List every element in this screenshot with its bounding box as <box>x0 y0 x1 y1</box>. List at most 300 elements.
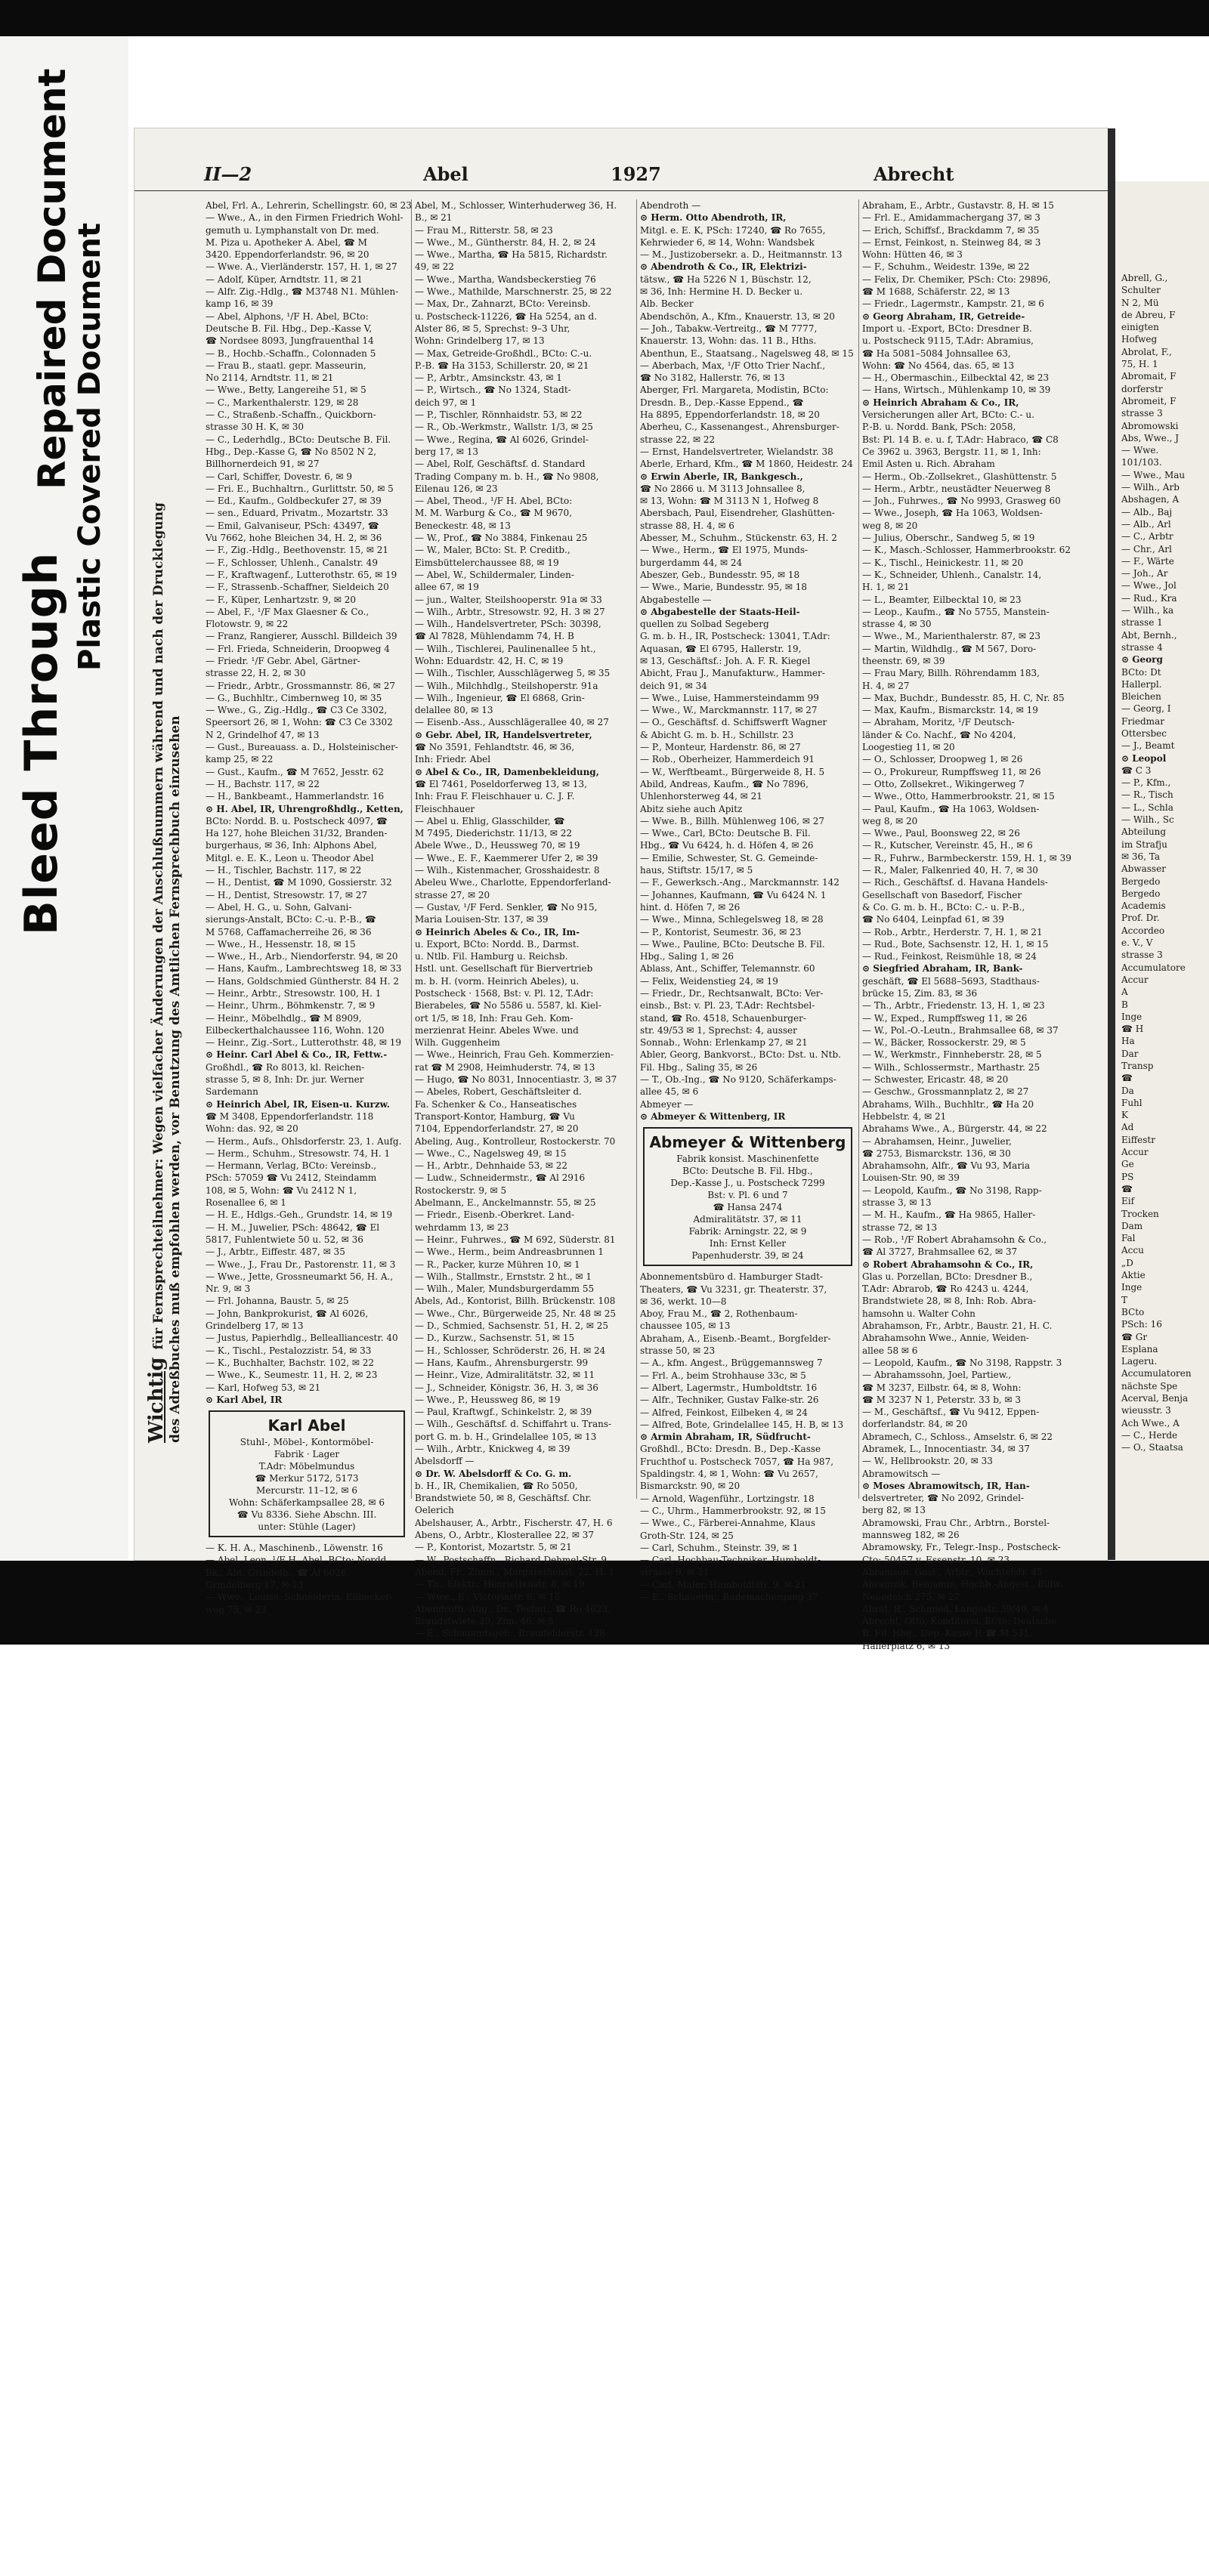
directory-entry-line: — R., Ob.-Werkmstr., Wallstr. 1/3, ✉ 25 <box>415 422 593 433</box>
adjacent-page-line: Inge <box>1121 1282 1143 1293</box>
directory-entry-line: — Paul, Kaufm., ☎ Ha 1063, Woldsen- <box>862 803 1040 814</box>
directory-entry-line: — Paul, Kraftwgf., Schinkelstr. 2, ✉ 39 <box>415 1407 592 1418</box>
ad-line: Mercurstr. 11–12, ✉ 6 <box>255 1485 357 1496</box>
directory-entry-line: — M., Geschäftsf., ☎ Vu 9412, Eppen- <box>862 1407 1040 1418</box>
directory-entry-line: ⊙ Heinr. Carl Abel & Co., IR, Fettw.- <box>206 1049 388 1061</box>
directory-entry-line: Bierabeles, ☎ No 5586 u. 5587, kl. Kiel- <box>415 1000 601 1012</box>
directory-entry-line: ☎ El 7461, Poseldorferweg 13, ✉ 13, <box>415 778 587 789</box>
directory-entry-line: Bismarckstr. 90, ✉ 20 <box>640 1481 741 1492</box>
directory-entry-line: — C., Uhrm., Hammerbrookstr. 92, ✉ 15 <box>640 1505 826 1516</box>
adjacent-page-line: Bergedo <box>1121 888 1161 899</box>
directory-entry-line: — C., Lederhdlg., BCto: Deutsche B. Fil. <box>206 434 391 445</box>
adjacent-page-line: Acerval, Benja <box>1121 1393 1189 1404</box>
adjacent-page-line: — Wilh., Arb <box>1121 482 1180 493</box>
directory-entry-line: Abelshauser, A., Arbtr., Fischerstr. 47, H. 6 <box>415 1517 613 1528</box>
directory-entry-line: delallee 80, ✉ 13 <box>415 705 493 716</box>
directory-entry-line: Fruchthof u. Postscheck 7057, ☎ Ha 987, <box>640 1456 834 1467</box>
directory-entry-line: — Frau Mary, Billh. Röhrendamm 183, <box>862 668 1040 679</box>
directory-entry-line: Sonnab., Wohn: Erlenkamp 27, ✉ 21 <box>640 1037 808 1049</box>
directory-entry-line: ✉ 36, werkt. 10—8 <box>640 1296 727 1307</box>
directory-entry-line: u. Postscheck 9115, T.Adr: Abramius, <box>862 335 1034 347</box>
directory-entry-line: BCto: Nordd. B. u. Postscheck 4097, ☎ <box>206 815 388 826</box>
adjacent-page-line: ⊙ Leopol <box>1121 752 1167 764</box>
directory-entry-line: G. m. b. H., IR, Postscheck: 13041, T.Adr: <box>640 631 830 642</box>
notice-heading: Wichtig <box>145 1357 168 1443</box>
directory-entry-line: — Alfred, Bote, Grindelallee 145, H. B, ✉ 13 <box>640 1419 844 1430</box>
directory-entry-line: Abramech, C., Schloss., Amselstr. 6, ✉ 22 <box>862 1431 1053 1442</box>
directory-entry-line: — Friedr., Dr., Rechtsanwalt, BCto: Ver- <box>640 988 824 999</box>
directory-entry-line: Abrahams, Wilh., Buchhltr., ☎ Ha 20 <box>862 1098 1034 1110</box>
adjacent-page-line: PS <box>1121 1171 1134 1182</box>
directory-entry-line: — Wwe., Marie, Bundesstr. 95, ✉ 18 <box>640 582 807 593</box>
directory-entry-line: — Wwe., Paul, Boonsweg 22, ✉ 26 <box>862 828 1020 839</box>
directory-entry-line: mannsweg 182, ✉ 26 <box>862 1530 960 1541</box>
directory-entry-line: Grindelberg 17, ✉ 13 <box>206 1579 304 1590</box>
directory-entry-line: — Carl, Schuhm., Steinstr. 39, ✉ 1 <box>640 1542 799 1553</box>
directory-entry-line: Wohn: ☎ No 4564, das. 65, ✉ 13 <box>862 360 1015 371</box>
directory-entry-line: — B., Hochb.-Schaffn., Colonnaden 5 <box>206 347 376 359</box>
directory-entry-line: & Co. G. m. b. H., BCto: C.- u. P.-B., <box>862 901 1025 913</box>
directory-entry-line: — Aberbach, Max, ¹/F Otto Trier Nachf., <box>640 360 826 371</box>
directory-entry-line: Flotowstr. 9, ✉ 22 <box>206 619 289 630</box>
directory-entry-line: strasse 5, ✉ 8, Inh: Dr. jur. Werner <box>206 1074 364 1086</box>
directory-entry-line: — P., Monteur, Hardenstr. 86, ✉ 27 <box>640 742 801 753</box>
column-2 <box>411 199 633 1639</box>
directory-entry-line: — Frl. A., beim Strohhause 33c, ✉ 5 <box>640 1370 806 1381</box>
directory-entry-line: Hallerplatz 6, ✉ 13 <box>862 1640 951 1651</box>
entry-list <box>640 199 855 1123</box>
directory-entry-line: Abonnementsbüro d. Hamburger Stadt- <box>640 1271 824 1283</box>
directory-entry-line: Abelsdorff — <box>415 1456 475 1467</box>
directory-entry-line: — P., Arbtr., Amsinckstr. 43, ✉ 1 <box>415 372 562 384</box>
directory-entry-line: — Herm., Arbtr., neustädter Neuerweg 8 <box>862 483 1051 494</box>
adjacent-page-line: Bergedo <box>1121 876 1161 887</box>
adjacent-page-line: Trocken <box>1121 1208 1159 1219</box>
adjacent-page-line: strasse 3 <box>1121 950 1163 961</box>
adjacent-page-line: — P., Kfm., <box>1121 777 1171 789</box>
directory-entry-line: ☎ Al 3727, Brahmsallee 62, ✉ 37 <box>862 1246 1018 1258</box>
directory-entry-line: — Schwester, Ericastr. 48, ✉ 20 <box>862 1074 1009 1086</box>
adjacent-page-line: Bleichen <box>1121 691 1161 703</box>
directory-entry-line: — Wwe., Luise, Hammersteindamm 99 <box>640 692 819 703</box>
directory-entry-line: Abitz siehe auch Apitz <box>640 803 743 814</box>
adjacent-page-line: Eif <box>1121 1196 1135 1207</box>
directory-entry-line: ☎ No 2866 u. M 3113 Johnsallee 8, <box>640 483 805 494</box>
page-gutter <box>1108 128 1115 1560</box>
directory-entry-line: Oelerich <box>415 1505 454 1516</box>
directory-entry-line: — Wwe., Joseph, ☎ Ha 1063, Woldsen- <box>862 508 1043 519</box>
directory-entry-line: Gesellschaft von Basedorf, Fischer <box>862 889 1022 900</box>
directory-entry-line: Abramson, Gust., Arbtr., Wachtelstr. 45 <box>862 1566 1043 1577</box>
directory-entry-line: länder & Co. Nachf., ☎ No 4204, <box>862 729 1016 740</box>
directory-entry-line: — Abel u. Ehlig, Glasschilder, ☎ <box>415 815 565 826</box>
advertisement-karl-abel <box>209 1410 405 1537</box>
directory-entry-line: m. b. H. (vorm. Heinrich Abeles), u. <box>415 975 580 987</box>
directory-entry-line: — Gust., Kaufm., ☎ M 7652, Jesstr. 62 <box>206 766 385 777</box>
adjacent-page-line: ☎ <box>1121 1073 1133 1084</box>
directory-entry-line: hamsohn u. Walter Cohn <box>862 1308 976 1319</box>
adjacent-page-line: Schulter <box>1121 285 1161 296</box>
directory-entry-line: delsvertreter, ☎ No 2092, Grindel- <box>862 1493 1025 1504</box>
directory-entry-line: ⊙ Dr. W. Abelsdorff & Co. G. m. <box>415 1468 572 1479</box>
adjacent-page-line: Eiffestr <box>1121 1134 1155 1145</box>
adjacent-page-line: ☎ C 3 <box>1121 764 1152 776</box>
directory-entry-line: weg 8, ✉ 20 <box>862 520 918 531</box>
directory-entry-line: Rostockerstr. 9, ✉ 5 <box>415 1185 507 1196</box>
directory-entry-line: — Wwe., Carl, BCto: Deutsche B. Fil. <box>640 828 811 839</box>
directory-entry-line: ort 1/5, ✉ 18, Inh: Frau Geh. Kom- <box>415 1012 574 1024</box>
adjacent-page-line: A <box>1121 987 1128 998</box>
directory-entry-line: Großhdl., BCto: Dresdn. B., Dep.-Kasse <box>640 1444 821 1455</box>
adjacent-page-line: Abrell, G., <box>1121 273 1168 283</box>
adjacent-page-line: Da <box>1121 1085 1134 1096</box>
directory-entry-line: sierungs-Anstalt, BCto: C.-u. P.-B., ☎ <box>206 914 376 925</box>
directory-entry-line: strasse 30 H. K, ✉ 30 <box>206 422 305 433</box>
directory-entry-line: — Wwe., Betty, Langereihe 51, ✉ 5 <box>206 385 366 396</box>
directory-entry-line: strasse 22, H. 2, ✉ 30 <box>206 668 306 679</box>
directory-entry-line: — Wilh., Geschäftsf. d. Schiffahrt u. Trans- <box>415 1419 612 1430</box>
directory-entry-line: — Emil, Galvaniseur, PSch: 43497, ☎ <box>206 520 379 531</box>
adjacent-page-line: e. V., V <box>1121 937 1153 949</box>
directory-entry-line: — W., Postschaffn., Richard Dehmel-Str. 9 <box>415 1554 608 1565</box>
directory-entry-line: ⊙ Abmeyer & Wittenberg, IR <box>640 1110 786 1122</box>
target-label-margin <box>0 36 128 1561</box>
directory-entry-line: — Wwe., Herm., beim Andreasbrunnen 1 <box>415 1246 604 1258</box>
directory-entry-line: burgerdamm 44, ✉ 24 <box>640 557 743 568</box>
adjacent-page-line: — R., Tisch <box>1121 789 1173 801</box>
directory-entry-line: — H., Schlosser, Schröderstr. 26, H. ✉ 24 <box>415 1345 606 1356</box>
directory-entry-line: — Wwe., Mathilde, Marschnerstr. 25, ✉ 22 <box>415 286 612 298</box>
directory-entry-line: Bk., Abt. Grindelb., ☎ Al 6026, <box>206 1567 350 1578</box>
directory-entry-line: — Ernst, Handelsvertreter, Wielandstr. 38 <box>640 446 833 457</box>
directory-entry-line: — Frl. Frieda, Schneiderin, Droopweg 4 <box>206 643 390 654</box>
directory-entry-line: — R., Fuhrw., Barmbeckerstr. 159, H. 1, ✉ 39 <box>862 852 1071 863</box>
directory-entry-line: 3420. Eppendorferlandstr. 96, ✉ 20 <box>206 249 370 261</box>
directory-entry-line: — Leopold, Kaufm., ☎ No 3198, Rappstr. 3 <box>862 1357 1062 1368</box>
directory-entry-line: — Albert, Lagermstr., Humboldtstr. 16 <box>640 1382 818 1393</box>
page-header <box>135 163 1108 191</box>
adjacent-page-line: — J., Beamt <box>1121 740 1175 752</box>
directory-entry-line: burgerhaus, ✉ 36, Inh: Alphons Abel, <box>206 840 377 851</box>
adjacent-page-line: Aktie <box>1121 1270 1146 1281</box>
entry-list <box>862 199 1099 1652</box>
directory-entry-line: strasse 9, ✉ 21 <box>640 1567 710 1578</box>
directory-entry-line: u. Export, BCto: Nordd. B., Darmst. <box>415 938 580 950</box>
directory-entry-line: — Emilie, Schwester, St. G. Gemeinde- <box>640 852 818 863</box>
directory-entry-line: Postscheck · 1568, Bst: v. Pl. 12, T.Adr: <box>415 988 594 999</box>
directory-page <box>135 128 1108 1651</box>
directory-entry-line: geschäft, ☎ El 5688–5693, Stadthaus- <box>862 975 1040 987</box>
directory-entry-line: — Alfred, Feinkost, Eilbeken 4, ✉ 24 <box>640 1407 808 1418</box>
directory-entry-line: Dresdn. B., Dep.-Kasse Eppend., ☎ <box>640 397 804 408</box>
directory-entry-line: Eimsbüttelerchaussee 88, ✉ 19 <box>415 557 559 568</box>
entry-list <box>415 199 633 1640</box>
directory-entry-line: — D., Kurzw., Sachsenstr. 51, ✉ 15 <box>415 1333 575 1344</box>
directory-entry-line: Trading Company m. b. H., ☎ No 9808, <box>415 471 599 482</box>
directory-entry-line: — Wwe., E., Victoriastr. 6, ✉ 15 <box>415 1591 561 1602</box>
directory-entry-line: Inh: Frau F. Fleischhauer u. C. J. F. <box>415 791 575 802</box>
directory-entry-line: Uhlenhorsterweg 44, ✉ 21 <box>640 791 762 802</box>
directory-entry-line: — H., Obermaschin., Eilbecktal 42, ✉ 23 <box>862 372 1050 384</box>
directory-entry-line: — Wwe., J., Frau Dr., Pastorenstr. 11, ✉ 3 <box>206 1259 396 1270</box>
directory-entry-line: ⊙ Georg Abraham, IR, Getreide- <box>862 310 1025 322</box>
directory-entry-line: Abler, Georg, Bankvorst., BCto: Dst. u. Ntb. <box>640 1049 841 1061</box>
directory-entry-line: — W., Pol.-O.-Leutn., Brahmsallee 68, ✉ 37 <box>862 1024 1059 1036</box>
directory-entry-line: Alster 86, ✉ 5, Sprechst: 9–3 Uhr, <box>415 323 570 334</box>
directory-entry-line: — P., Kontorist, Mozartstr. 5, ✉ 21 <box>415 1542 572 1553</box>
ad-lines <box>213 1436 400 1533</box>
column-4 <box>858 199 1099 1651</box>
directory-entry-line: Wohn: Hütten 46, ✉ 3 <box>862 249 963 261</box>
directory-entry-line: — H., Dentist, Stresowstr. 17, ✉ 27 <box>206 889 368 900</box>
adjacent-page-line: ☎ <box>1121 1183 1133 1194</box>
ad-line: unter: Stühle (Lager) <box>258 1521 356 1533</box>
directory-entry-line: — M., Justizobersekr. a. D., Heitmannstr. 13 <box>640 249 843 261</box>
directory-entry-line: strasse 50, ✉ 23 <box>640 1345 716 1357</box>
directory-entry-line: str. 49/53 ✉ 1, Sprechst: 4, ausser <box>640 1024 797 1036</box>
directory-entry-line: — Frau B., staatl. gepr. Masseurin, <box>206 360 366 371</box>
directory-entry-line: Fleischhauer <box>415 803 475 814</box>
directory-entry-line: u. Postscheck-11226, ☎ Ha 5254, an d. <box>415 310 598 322</box>
directory-entry-line: — Wwe., C., Nagelsweg 49, ✉ 15 <box>415 1147 567 1159</box>
ad-line: ☎ Hansa 2474 <box>713 1202 783 1213</box>
directory-entry-line: — C., Markenthalerstr. 129, ✉ 28 <box>206 397 359 408</box>
directory-entry-line: — O., Prokureur, Rumpffsweg 11, ✉ 26 <box>862 766 1041 777</box>
directory-entry-line: ☎ M 3408, Eppendorferlandstr. 118 <box>206 1110 374 1122</box>
directory-entry-line: — Rob., ¹/F Robert Abrahamsohn & Co., <box>862 1234 1047 1245</box>
adjacent-page-line: einigten <box>1121 322 1159 333</box>
directory-entry-line: — W., Exped., Rumpffsweg 11, ✉ 26 <box>862 1012 1028 1024</box>
directory-entry-line: Abels, Ad., Kontorist, Billh. Brückenstr. 108 <box>415 1296 616 1307</box>
directory-entry-line: ⊙ H. Abel, IR, Uhrengroßhdlg., Ketten, <box>206 803 404 814</box>
directory-entry-line: — Abel, W., Schildermaler, Linden- <box>415 569 574 580</box>
directory-entry-line: — Ernst, Feinkost, n. Steinweg 84, ✉ 3 <box>862 236 1041 248</box>
ad-line: Fabrik · Lager <box>274 1449 340 1460</box>
directory-entry-line: ☎ Nordsee 8093, Jungfrauenthal 14 <box>206 335 374 347</box>
directory-entry-line: allee 67, ✉ 19 <box>415 582 479 593</box>
directory-entry-line: — Wwe., Otto, Hammerbrookstr. 21, ✉ 15 <box>862 791 1055 802</box>
directory-entry-line: Eilenau 126, ✉ 23 <box>415 483 498 494</box>
directory-entry-line: — Wwe., H., Hessenstr. 18, ✉ 15 <box>206 938 356 950</box>
directory-entry-line: — Ed., Kaufm., Goldbeckufer 27, ✉ 39 <box>206 496 382 507</box>
directory-entry-line: Abrat, R., Schmied, Langestr. 39/40, ✉ 4 <box>862 1603 1049 1614</box>
directory-entry-line: gemuth u. Lymphanstalt von Dr. med. <box>206 224 379 236</box>
adjacent-page-line: wieusstr. 3 <box>1121 1405 1171 1416</box>
directory-entry-line: — F., Schlosser, Uhlenh., Canalstr. 49 <box>206 557 378 568</box>
directory-entry-line: Glas u. Porzellan, BCto: Dresdner B., <box>862 1271 1033 1282</box>
directory-entry-line: ⊙ Heinrich Abel, IR, Eisen-u. Kurzw. <box>206 1098 390 1110</box>
directory-entry-line: Fa. Schenker & Co., Hanseatisches <box>415 1098 577 1110</box>
adjacent-page-line: — Wilh., Sc <box>1121 814 1174 826</box>
directory-entry-line: — W., Werkmstr., Finnheberstr. 28, ✉ 5 <box>862 1049 1042 1061</box>
directory-entry-line: chaussee 105, ✉ 13 <box>640 1320 731 1332</box>
directory-entry-line: — Wilh., Ingenieur, ☎ El 6868, Grin- <box>415 692 585 703</box>
directory-entry-line: — Frau M., Ritterstr. 58, ✉ 23 <box>415 224 553 236</box>
directory-entry-line: Wohn: Eduardstr. 42, H. C, ✉ 19 <box>415 655 564 666</box>
directory-entry-line: PSch: 57059 ☎ Vu 2412, Steindamm <box>206 1172 377 1184</box>
adjacent-page-text <box>1121 272 1209 1453</box>
directory-entry-line: — Geschw., Grossmannplatz 2, ✉ 27 <box>862 1086 1029 1098</box>
directory-entry-line: Sardemann <box>206 1086 258 1098</box>
directory-entry-line: weg 8, ✉ 20 <box>862 815 918 826</box>
directory-entry-line: Wilh. Guggenheim <box>415 1037 500 1049</box>
directory-entry-line: — Friedr., Lagermstr., Kampstr. 21, ✉ 6 <box>862 298 1044 310</box>
directory-entry-line: — W., Prof., ☎ No 3884, Finkenau 25 <box>415 533 588 544</box>
notice-line-2: des Adreßbuches muß empfohlen werden, vor Benutzung des Amtlichen Fernsprechbuch einzusehen <box>168 715 183 1443</box>
directory-entry-line: M. Piza u. Apotheker A. Abel, ☎ M <box>206 236 367 248</box>
directory-entry-line: — John, Bankprokurist, ☎ Al 6026, <box>206 1308 369 1319</box>
directory-entry-line: — Heinr., Arbtr., Stresowstr. 100, H. 1 <box>206 988 382 999</box>
directory-entry-line: — H., Dentist, ☎ M 1090, Gossierstr. 32 <box>206 877 392 888</box>
directory-entry-line: Abild, Andreas, Kaufm., ☎ No 7896, <box>640 778 809 789</box>
directory-entry-line: — Wwe., Regina, ☎ Al 6026, Grindel- <box>415 434 589 445</box>
directory-entry-line: Neuedeich 275, ✉ 27 <box>862 1591 960 1602</box>
directory-entry-line: M 7495, Diederichstr. 11/13, ✉ 22 <box>415 828 573 839</box>
directory-entry-line: Abrahamson, Fr., Arbtr., Baustr. 21, H. C. <box>862 1320 1053 1332</box>
directory-entry-line: ✉ 36, Inh: Hermine H. D. Becker u. <box>640 286 803 298</box>
directory-entry-line: Aboy, Frau M., ☎ 2, Rothenbaum- <box>640 1308 798 1320</box>
directory-entry-line: Abrahams Wwe., A., Bürgerstr. 44, ✉ 22 <box>862 1123 1047 1135</box>
directory-entry-line: — H., Bachstr. 117, ✉ 22 <box>206 778 320 789</box>
directory-entry-line: — L., Beamter, Eilbecktal 10, ✉ 23 <box>862 594 1022 605</box>
ad-line: T.Adr: Möbelmundus <box>258 1461 355 1472</box>
adjacent-page-line: BCto <box>1121 1306 1145 1317</box>
directory-entry-line: — Erich, Schiffsf., Brackdamm 7, ✉ 35 <box>862 224 1040 236</box>
directory-entry-line: berg 82, ✉ 13 <box>862 1505 926 1516</box>
directory-entry-line: Kehrwieder 6, ✉ 14, Wohn: Wandsbek <box>640 236 815 248</box>
directory-entry-line: — Heinr., Uhrm., Böhmkenstr. 7, ✉ 9 <box>206 1000 376 1012</box>
directory-entry-line: — Heinr., Möbelhdlg., ☎ M 8909, <box>206 1012 362 1024</box>
directory-entry-line: merzienrat Heinr. Abeles Wwe. und <box>415 1024 579 1036</box>
label-repaired-document: Repaired Document <box>30 68 74 490</box>
entry-list <box>206 199 412 1406</box>
directory-entry-line: Abmeyer — <box>640 1098 694 1110</box>
ad-line: BCto: Deutsche B. Fil. Hbg., <box>682 1166 813 1177</box>
directory-entry-line: — Max, Buchdr., Bundesstr. 85, H. C, Nr. 85 <box>862 692 1065 703</box>
directory-entry-line: Hstl. unt. Gesellschaft für Biervertrieb <box>415 963 593 974</box>
adjacent-page-line: — Wwe., Mau <box>1121 469 1186 480</box>
directory-entry-line: — Joh., Tabakw.-Vertreitg., ☎ M 7777, <box>640 323 818 334</box>
directory-entry-line: — Gustav, ¹/F Ferd. Senkler, ☎ No 915, <box>415 901 598 913</box>
directory-entry-line: No 2114, Arndtstr. 11, ✉ 21 <box>206 372 334 384</box>
directory-entry-line: — Herm., Schuhm., Stresowstr. 74, H. 1 <box>206 1147 391 1159</box>
directory-entry-line: Brandstwiete 28, ✉ 8, Inh: Rob. Abra- <box>862 1296 1036 1307</box>
adjacent-page-line: Abs, Wwe., J <box>1121 432 1180 443</box>
directory-entry-line: Louisen-Str. 90, ✉ 39 <box>862 1172 960 1184</box>
adjacent-page-line: — O., Staatsa <box>1121 1442 1183 1453</box>
directory-entry-line: — H., Bankbeamt., Hammerlandstr. 16 <box>206 791 385 802</box>
directory-entry-line: Wohn: das. 92, ✉ 20 <box>206 1123 298 1135</box>
directory-entry-line: — Wwe., Jette, Grossneumarkt 56, H. A., <box>206 1271 394 1282</box>
directory-entry-line: Abeling, Aug., Kontrolleur, Rostockerstr. 70 <box>415 1135 616 1147</box>
directory-entry-line: Abramek, L., Innocentiastr. 34, ✉ 37 <box>862 1443 1030 1454</box>
directory-entry-line: Mitgl. e. E. K, PSch: 17240, ☎ Ro 7655, <box>640 224 826 236</box>
directory-entry-line: — F., Kraftwagenf., Lutterothstr. 65, ✉ 19 <box>206 569 397 580</box>
directory-entry-line: ⊙ Karl Abel, IR <box>206 1394 283 1405</box>
directory-entry-line: — Ludw., Schneidermstr., ☎ Al 2916 <box>415 1172 586 1184</box>
adjacent-page-line: — Chr., Arl <box>1121 543 1172 554</box>
directory-entry-line: strasse 72, ✉ 13 <box>862 1222 938 1233</box>
directory-entry-line: Brandstwiete 29, Zim. 46, ✉ 8 <box>415 1616 554 1627</box>
directory-entry-line: — Alfr. Zig.-Hdlg., ☎ M3748 N1. Mühlen- <box>206 286 399 298</box>
directory-entry-line: berg 17, ✉ 13 <box>415 446 479 457</box>
directory-entry-line: — Wwe., Pauline, BCto: Deutsche B. Fil. <box>640 938 825 950</box>
directory-entry-line: — E., Schauamtsgeh., Bramfelderstr. 128 <box>415 1628 605 1639</box>
directory-entry-line: Hebbelstr. 4, ✉ 21 <box>862 1110 947 1122</box>
directory-entry-line: deich 91, ✉ 34 <box>640 680 707 691</box>
directory-entry-line: — Wwe., W., Marckmannstr. 117, ✉ 27 <box>640 705 818 716</box>
directory-entry-line: — Wilh., Stallmstr., Ernststr. 2 ht., ✉ 1 <box>415 1271 592 1282</box>
directory-entry-line: — F., Schuhm., Weidestr. 139e, ✉ 22 <box>862 261 1030 273</box>
directory-entry-line: Transport-Kontor, Hamburg, ☎ Vu <box>415 1110 575 1122</box>
directory-entry-line: — Abel, F., ¹/F Max Glaesner & Co., <box>206 606 370 617</box>
ad-line: ☎ Merkur 5172, 5173 <box>255 1473 359 1484</box>
directory-entry-line: — R., Maler, Falkenried 40, H. 7, ✉ 30 <box>862 865 1038 876</box>
directory-entry-line: — Karl, Hofweg 53, ✉ 21 <box>206 1382 321 1393</box>
directory-entry-line: 7104, Eppendorferlandstr. 27, ✉ 20 <box>415 1123 579 1135</box>
directory-entry-line: strasse 3, ✉ 13 <box>862 1197 932 1209</box>
adjacent-page-line: Fuhl <box>1121 1097 1143 1108</box>
directory-entry-line: Beneckestr. 48, ✉ 13 <box>415 520 511 531</box>
directory-entry-line: einsb., Bst: v. Pl. 23, T.Adr: Rechtsbel- <box>640 1000 815 1012</box>
adjacent-page-line: Abromowski <box>1121 420 1179 431</box>
directory-entry-line: Eilbeckerthalchaussee 116, Wohn. 120 <box>206 1024 385 1036</box>
ad-line: Inh: Ernst Keller <box>709 1238 787 1249</box>
directory-entry-line: stand, ☎ Ro. 4518, Schauenburger- <box>640 1012 806 1024</box>
directory-entry-line: Grindelberg 17, ✉ 13 <box>206 1320 304 1332</box>
adjacent-page-line: Accur <box>1121 1147 1149 1158</box>
directory-entry-line: Mitgl. e. E. K., Leon u. Theodor Abel <box>206 852 374 863</box>
directory-entry-line: — W., Maler, BCto: St. P. Creditb., <box>415 545 570 556</box>
directory-entry-line: — Martin, Wildhdlg., ☎ M 567, Doro- <box>862 643 1037 654</box>
adjacent-page-line: T <box>1121 1294 1128 1305</box>
directory-entry-line: Hbg., Dep.-Kasse G, ☎ No 8502 N 2, <box>206 446 377 457</box>
directory-entry-line: — Wwe., Chr., Bürgerweide 25, Nr. 48 ✉ 25 <box>415 1308 617 1319</box>
adjacent-page-line: Ottersbec <box>1121 727 1167 739</box>
directory-entry-line: — Wwe. A., Vierländerstr. 157, H. 1, ✉ 27 <box>206 261 397 273</box>
directory-entry-line: — Wwe., M., Güntherstr. 84, H. 2, ✉ 24 <box>415 236 596 248</box>
directory-entry-line: — Wwe., H., Arb., Niendorferstr. 94, ✉ 20 <box>206 951 398 962</box>
directory-entry-line: Cto: 50457 v. Essenstr. 10, ✉ 23 <box>862 1554 1010 1565</box>
directory-entry-line: — R., Kutscher, Vereinstr. 45, H., ✉ 6 <box>862 840 1033 851</box>
directory-entry-line: Hbg., Saling 1, ✉ 26 <box>640 951 734 962</box>
directory-entry-line: — Rob., Arbtr., Herderstr. 7, H. 1, ✉ 21 <box>862 926 1043 937</box>
directory-entry-line: Abendroth — <box>640 200 701 211</box>
directory-entry-line: — Fri. E., Buchhaltrn., Gurlittstr. 50, ✉ 5 <box>206 483 394 494</box>
adjacent-page-line: Accumulatoren <box>1121 1368 1192 1379</box>
directory-entry-line: Abelmann, E., Anckelmannstr. 55, ✉ 25 <box>415 1197 596 1209</box>
directory-entry-line: strasse 22, ✉ 22 <box>640 434 716 445</box>
directory-entry-line: — Wwe., K., Seumestr. 11, H. 2, ✉ 23 <box>206 1370 378 1381</box>
directory-entry-line: ⊙ Gebr. Abel, IR, Handelsvertreter, <box>415 729 592 740</box>
directory-entry-line: — O., Geschäftsf. d. Schiffswerft Wagner <box>640 717 827 728</box>
adjacent-page-edge <box>1115 181 1209 1561</box>
directory-entry-line: — Wwe., C., Färberei-Annahme, Klaus <box>640 1518 816 1529</box>
directory-entry-line: — Eisenb.-Ass., Ausschlägerallee 40, ✉ 27 <box>415 717 609 728</box>
directory-entry-line: — Franz, Rangierer, Ausschl. Billdeich 39 <box>206 631 397 642</box>
directory-entry-line: M 5768, Caffamacherreihe 26, ✉ 36 <box>206 926 372 937</box>
adjacent-page-line: BCto: Dt <box>1121 666 1161 678</box>
directory-entry-line: Emil Asten u. Rich. Abraham <box>862 459 995 470</box>
notice-line-1: für Fernsprechteilnehmer: Wegen vielfacher Änderungen der Anschlußnummern während und nach der Drucklegung <box>151 502 166 1350</box>
directory-entry-line: — F., Zig.-Hdlg., Beethovenstr. 15, ✉ 21 <box>206 545 389 556</box>
directory-entry-line: — F., Strassenb.-Schaffner, Sieldeich 20 <box>206 582 389 593</box>
adjacent-page-line: Abshagen, A <box>1121 494 1180 505</box>
adjacent-page-line: — Wilh., ka <box>1121 605 1174 616</box>
adjacent-page-line: Accordeo <box>1121 925 1165 936</box>
directory-entry-line: H. 4, ✉ 27 <box>862 680 910 691</box>
directory-entry-line: — D., Schmied, Sachsenstr. 51, H. 2, ✉ 25 <box>415 1320 608 1332</box>
